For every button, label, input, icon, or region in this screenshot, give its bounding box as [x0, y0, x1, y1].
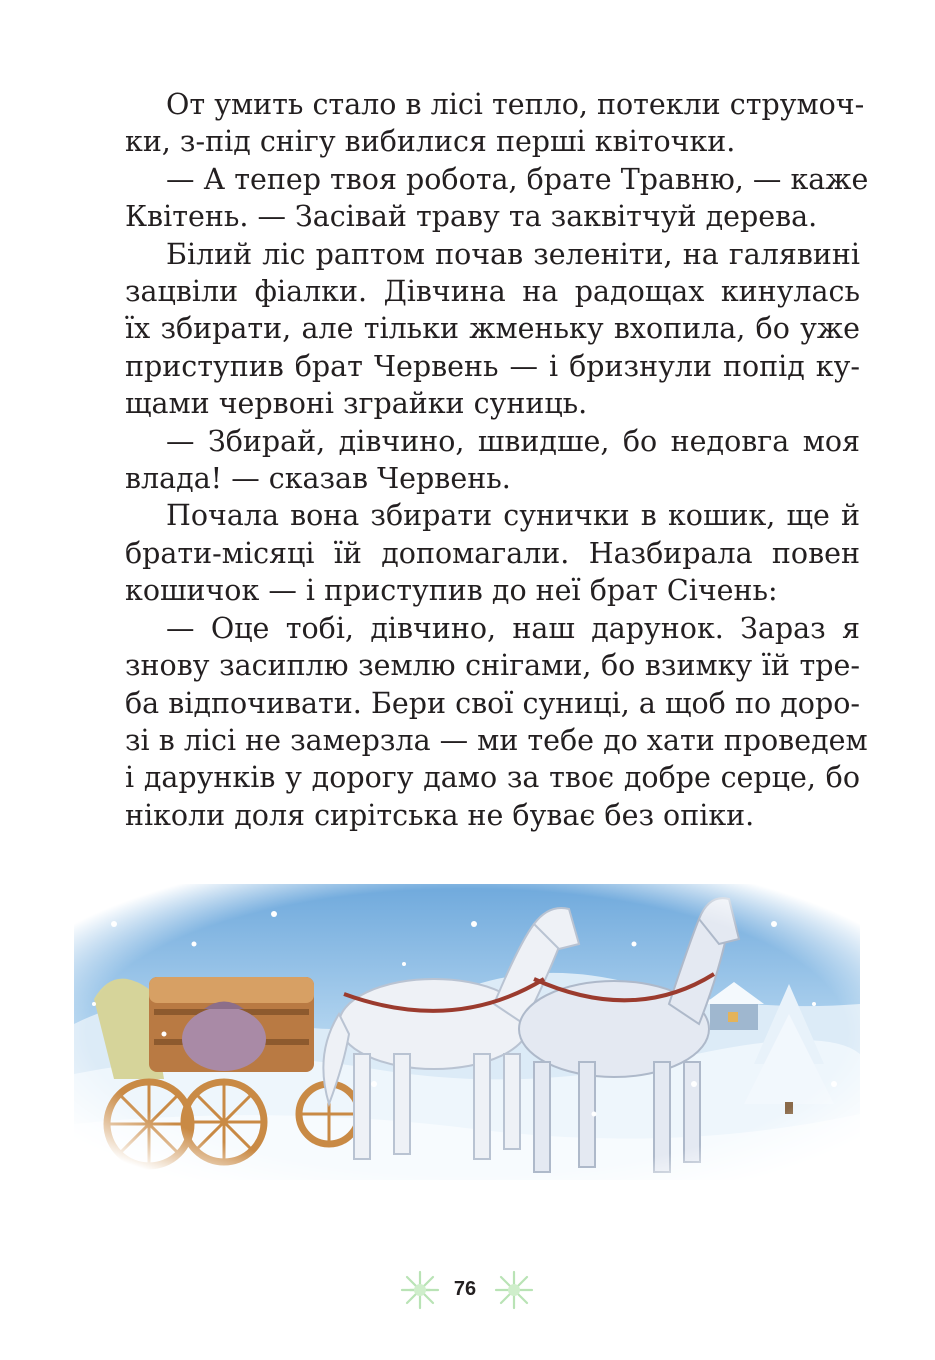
paragraph	[125, 86, 865, 161]
paragraph	[125, 497, 860, 609]
text-line: ба відпочивати. Бери свої суниці, а щоб по доро-	[125, 686, 860, 720]
text-line: їх збирати, але тільки жменьку вхопила, бо уже	[125, 312, 860, 346]
page-footer	[0, 1262, 935, 1322]
paragraph	[125, 161, 869, 236]
winter-sleigh-horses-illustration	[74, 884, 860, 1180]
text-line: ки, з-під снігу вибилися перші квіточки.	[125, 125, 736, 159]
page-number: 76	[453, 1278, 477, 1300]
text-line: зі в лісі не замерзла — ми тебе до хати проведем	[125, 723, 868, 757]
text-line: приступив брат Червень — і бризнули попід ку-	[125, 349, 860, 383]
snowflake-ornament-icon	[400, 1270, 440, 1310]
snowflake-ornament-icon	[494, 1270, 534, 1310]
text-line: ніколи доля сирітська не буває без опіки.	[125, 798, 755, 832]
story-text	[125, 86, 869, 834]
text-line: Білий ліс раптом почав зеленіти, на галявині	[166, 237, 860, 271]
text-line: кошичок — і приступив до неї брат Січень:	[125, 574, 778, 608]
text-line: і дарунків у дорогу дамо за твоє добре серце, бо	[125, 761, 860, 795]
text-line: щами червоні зграйки суниць.	[125, 387, 588, 421]
text-line: — А тепер твоя робота, брате Травню, — каже	[166, 162, 869, 196]
text-line: От умить стало в лісі тепло, потекли струмоч-	[166, 88, 865, 121]
text-line: — Збирай, дівчино, швидше, бо недовга моя	[166, 424, 860, 458]
text-line: Квітень. — Засівай траву та заквітчуй дерева.	[125, 200, 818, 234]
text-line: знову засиплю землю снігами, бо взимку їй тре-	[125, 649, 860, 683]
text-line: зацвіли фіалки. Дівчина на радощах кинулась	[125, 275, 860, 309]
text-line: влада! — сказав Червень.	[125, 462, 511, 496]
text-line: — Оце тобі, дівчино, наш дарунок. Зараз я	[166, 611, 860, 645]
paragraph	[125, 610, 868, 834]
paragraph	[125, 423, 860, 498]
text-line: Почала вона збирати сунички в кошик, ще й	[166, 499, 860, 533]
text-line: брати-місяці їй допомагали. Назбирала повен	[125, 536, 860, 570]
paragraph	[125, 236, 860, 423]
